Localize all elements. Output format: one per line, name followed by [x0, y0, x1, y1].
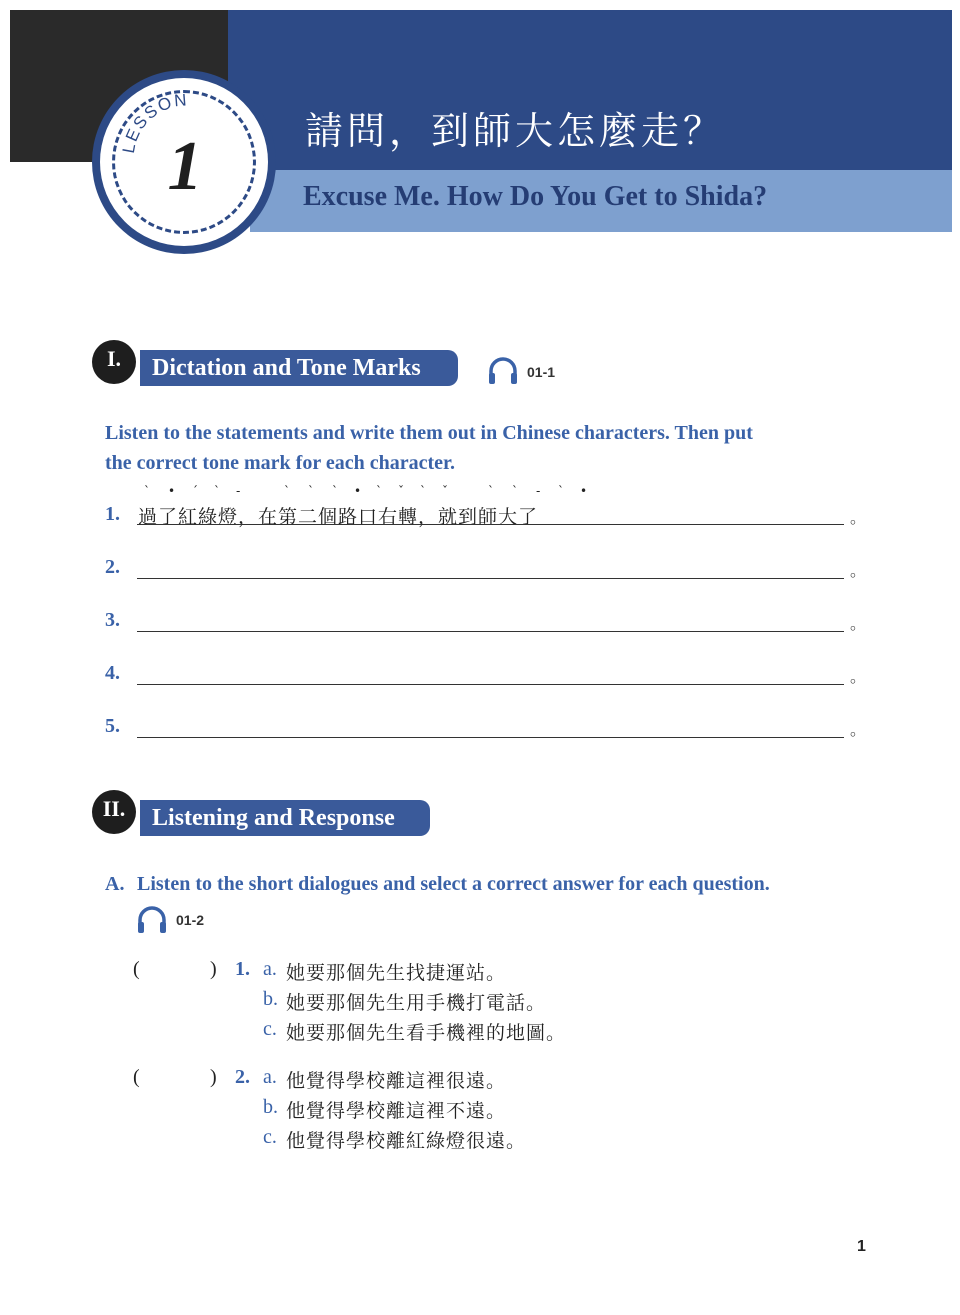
item-1-end-mark: 。 [850, 510, 867, 527]
q1-option-c-letter: c. [263, 1018, 277, 1040]
q1-answer-paren-close: ) [210, 958, 217, 980]
q2-option-c-text: 他覺得學校離紅綠燈很遠。 [286, 1130, 527, 1152]
q1-option-a-letter: a. [263, 958, 277, 980]
section1-numeral-badge [92, 340, 136, 384]
item-5-number: 5. [105, 715, 120, 737]
page-number: 1 [857, 1238, 866, 1255]
tone-mark: ˇ [442, 484, 448, 498]
tone-mark: ˋ [376, 484, 382, 498]
lesson-title-chinese: 請問，到師大怎麼走？ [305, 109, 726, 153]
q1-option-c-text: 她要那個先生看手機裡的地圖。 [286, 1022, 567, 1044]
q2-option-a-letter: a. [263, 1066, 277, 1088]
tone-mark: ˊ [192, 484, 198, 498]
item-3-number: 3. [105, 609, 120, 631]
q1-option-b-text: 她要那個先生用手機打電話。 [286, 992, 547, 1014]
item-1-answer-line[interactable] [137, 524, 844, 525]
section2-title-bar [140, 800, 430, 836]
q2-option-b-text: 他覺得學校離這裡不遠。 [286, 1100, 507, 1122]
tone-mark: ˋ [332, 484, 338, 498]
tone-mark: ˋ [284, 484, 290, 498]
audio-track-label: 01-2 [176, 912, 205, 928]
section1-title: Dictation and Tone Marks [152, 355, 421, 381]
partA-instruction: Listen to the short dialogues and select a correct answer for each question. [137, 873, 770, 895]
tone-mark: • [580, 484, 588, 498]
q1-answer-paren-open[interactable]: ( [133, 958, 140, 980]
headphones-icon[interactable] [136, 905, 168, 935]
q2-answer-paren-close: ) [210, 1066, 217, 1088]
section2-numeral-badge [92, 790, 136, 834]
partA-letter: A. [105, 873, 125, 895]
item-1-answer: 過了紅綠燈，在第二個路口右轉，就到師大了 [138, 506, 539, 528]
section1-numeral: I. [106, 346, 122, 371]
item-2-end-mark: 。 [850, 563, 867, 580]
lesson-title-english: Excuse Me. How Do You Get to Shida? [303, 181, 768, 212]
tone-mark: ˋ [488, 484, 494, 498]
q2-number: 2. [235, 1066, 250, 1088]
tone-mark: ˋ [308, 484, 314, 498]
item-3-answer-line[interactable] [137, 631, 844, 632]
q1-number: 1. [235, 958, 250, 980]
item-4-answer-line[interactable] [137, 684, 844, 685]
tone-mark: - [536, 484, 541, 498]
section1-instruction-line2: the correct tone mark for each character. [105, 452, 456, 474]
section1-title-bar [140, 350, 458, 386]
tone-mark: ˋ [144, 484, 150, 498]
item-3-end-mark: 。 [850, 616, 867, 633]
item-4-number: 4. [105, 662, 120, 684]
q1-option-a-text: 她要那個先生找捷運站。 [286, 962, 507, 984]
item-1-number: 1. [105, 503, 120, 525]
section2-numeral: II. [102, 796, 126, 821]
tone-marks-row [138, 484, 608, 502]
q1-option-b-letter: b. [263, 988, 278, 1010]
item-5-answer-line[interactable] [137, 737, 844, 738]
item-2-number: 2. [105, 556, 120, 578]
q2-option-c-letter: c. [263, 1126, 277, 1148]
tone-mark: • [354, 484, 362, 498]
item-5-end-mark: 。 [850, 722, 867, 739]
section2-title: Listening and Response [152, 805, 395, 831]
lesson-label-text: LESSON [118, 90, 190, 155]
lesson-number: 1 [167, 128, 203, 205]
q2-answer-paren-open[interactable]: ( [133, 1066, 140, 1088]
tone-mark: • [168, 484, 176, 498]
tone-mark: ˋ [420, 484, 426, 498]
q2-option-b-letter: b. [263, 1096, 278, 1118]
tone-mark: ˋ [214, 484, 220, 498]
section1-instruction-line1: Listen to the statements and write them out in Chinese characters. Then put [105, 422, 753, 444]
tone-mark: ˋ [512, 484, 518, 498]
tone-mark: - [236, 484, 241, 498]
item-4-end-mark: 。 [850, 669, 867, 686]
item-2-answer-line[interactable] [137, 578, 844, 579]
audio-track-label: 01-1 [527, 364, 556, 380]
tone-mark: ˇ [398, 484, 404, 498]
headphones-icon[interactable] [487, 356, 519, 386]
tone-mark: ˋ [558, 484, 564, 498]
q2-option-a-text: 他覺得學校離這裡很遠。 [286, 1070, 507, 1092]
